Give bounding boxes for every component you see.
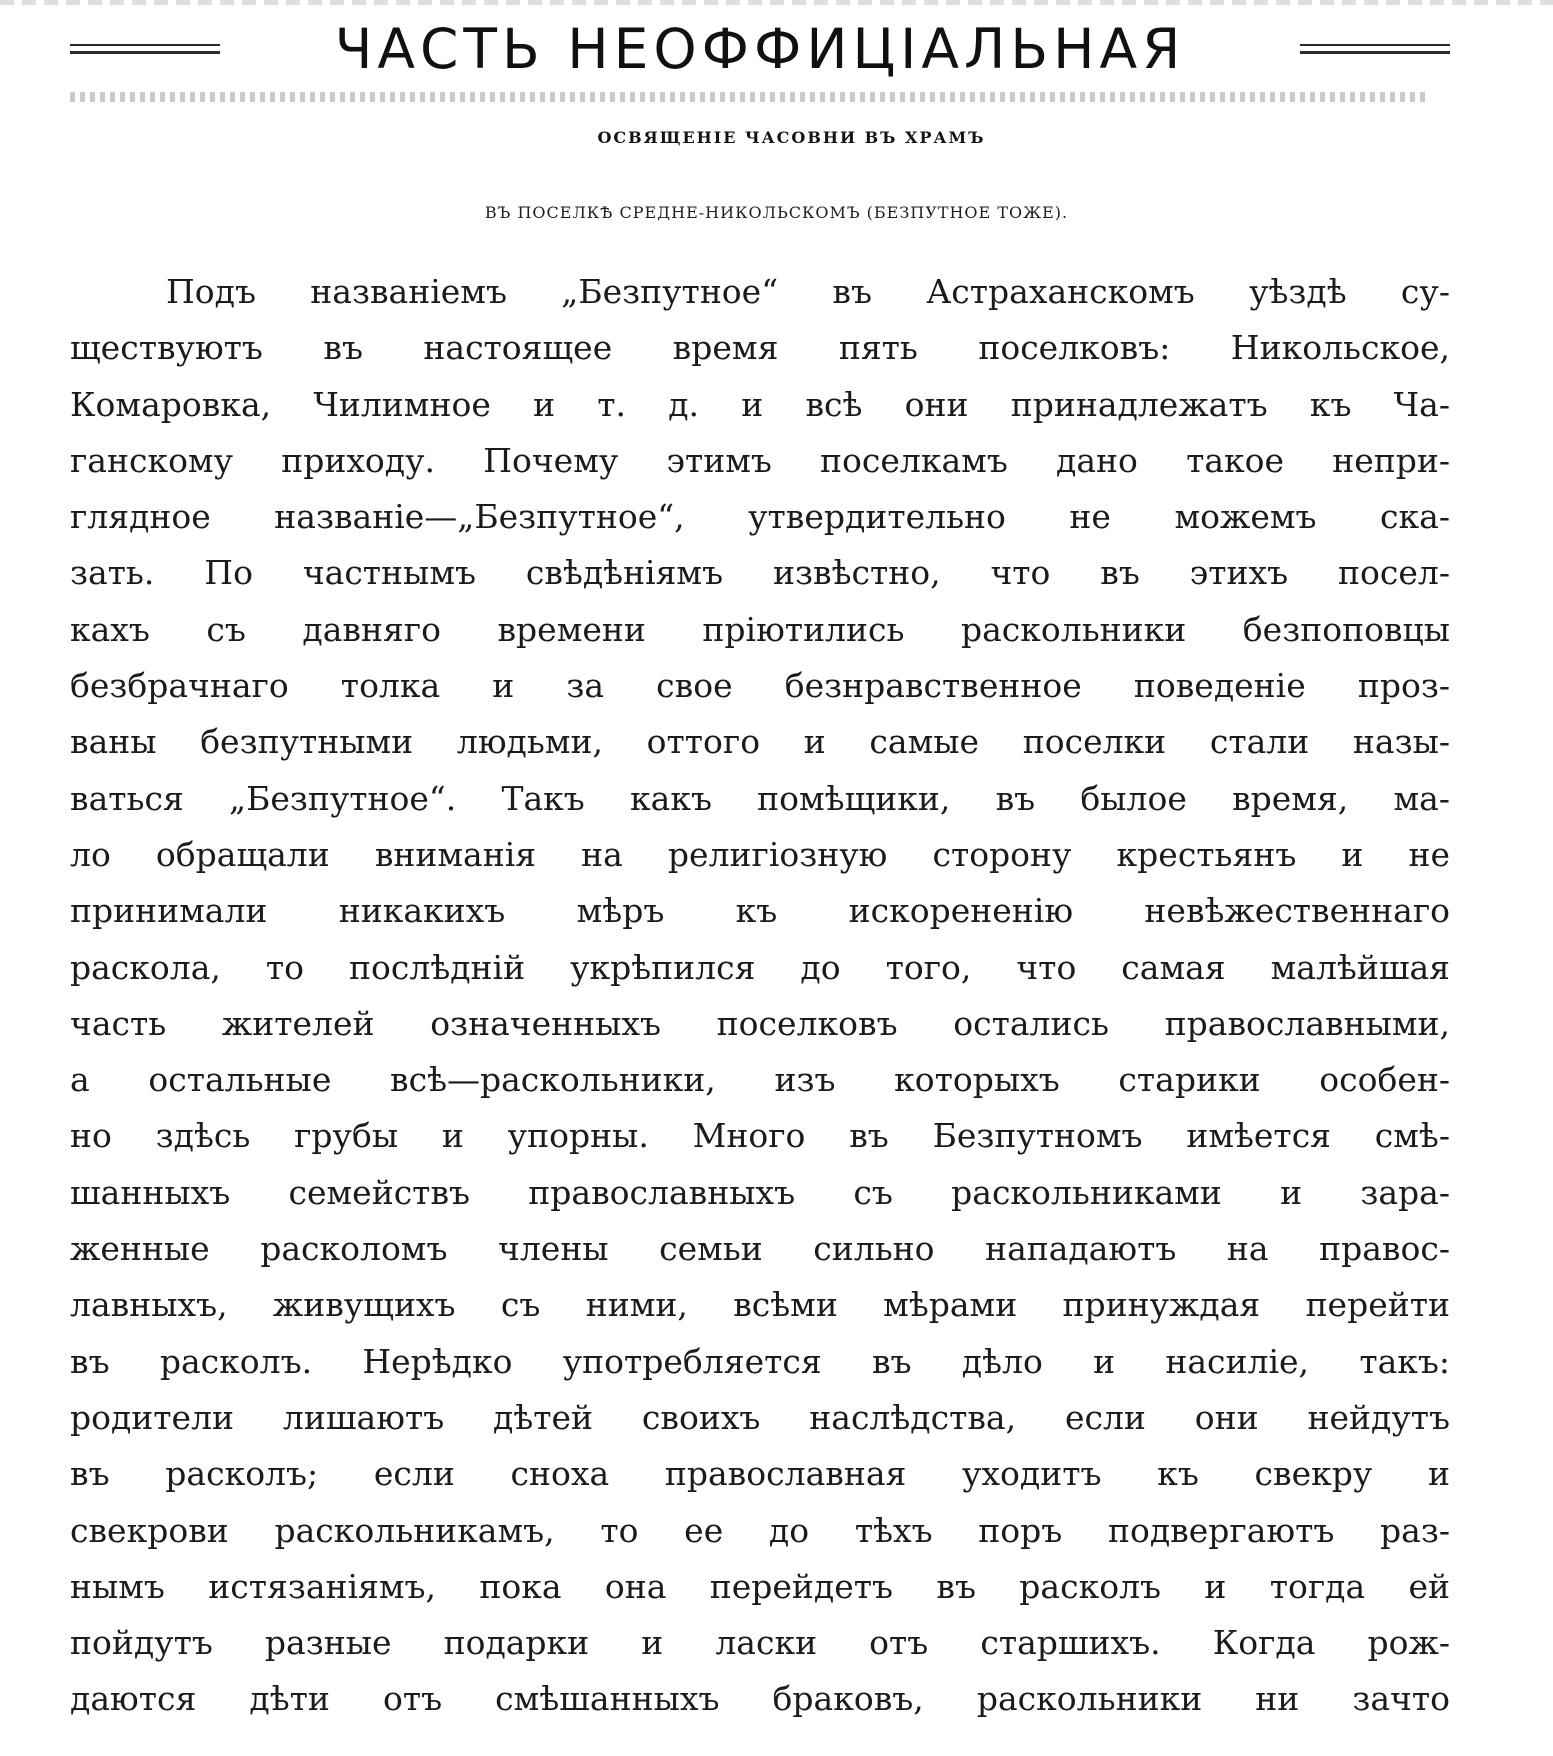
left-rule-ornament bbox=[70, 41, 220, 57]
text-line: Подъ названіемъ „Безпутное“ въ Астраханскомъ уѣздѣ су- bbox=[166, 272, 1450, 311]
text-line: въ расколъ. Нерѣдко употребляется въ дѣло и насиліе, такъ: bbox=[70, 1341, 1450, 1381]
text-line: даются дѣти отъ смѣшанныхъ браковъ, раскольники ни зачто bbox=[70, 1679, 1450, 1719]
text-line: лавныхъ, живущихъ съ ними, всѣми мѣрами принуждая перейти bbox=[70, 1285, 1450, 1325]
section-heading: ЧАСТЬ НЕОФФИЦІАЛЬНАЯ bbox=[334, 17, 1186, 81]
text-line: кахъ съ давняго времени пріютились раскольники безпоповцы bbox=[70, 609, 1450, 649]
text-line: часть жителей означенныхъ поселковъ остались православными, bbox=[70, 1003, 1450, 1043]
text-line: глядное названіе—„Безпутное“, утвердительно не можемъ ска- bbox=[70, 497, 1450, 537]
text-line: раскола, то послѣдній укрѣпился до того, что самая малѣйшая bbox=[70, 947, 1450, 987]
text-line: нымъ истязаніямъ, пока она перейдетъ въ расколъ и тогда ей bbox=[70, 1566, 1450, 1606]
text-line: ганскому приходу. Почему этимъ поселкамъ дано такое непри- bbox=[70, 440, 1450, 480]
text-line: женные расколомъ члены семьи сильно нападаютъ на правос- bbox=[70, 1229, 1450, 1269]
text-line: родители лишаютъ дѣтей своихъ наслѣдства, если они нейдутъ bbox=[70, 1397, 1450, 1437]
text-line: въ расколъ; если сноха православная уходитъ къ свекру и bbox=[70, 1454, 1450, 1494]
text-line: ло обращали вниманія на религіозную сторону крестьянъ и не bbox=[70, 834, 1450, 874]
text-line: принимали никакихъ мѣръ къ искорененію невѣжественнаго bbox=[70, 891, 1450, 931]
text-line: шанныхъ семействъ православныхъ съ раскольниками и зара- bbox=[70, 1172, 1450, 1212]
article-subtitle: ВЪ ПОСЕЛКѢ СРЕДНЕ-НИКОЛЬСКОМЪ (БЕЗПУТНОЕ ТОЖЕ). bbox=[484, 203, 1069, 222]
text-line: свекрови раскольникамъ, то ее до тѣхъ поръ подвергаютъ раз- bbox=[70, 1510, 1450, 1550]
text-line: зать. По частнымъ свѣдѣніямъ извѣстно, что въ этихъ посел- bbox=[70, 553, 1450, 593]
dotted-rule bbox=[70, 92, 1430, 102]
text-line: ваны безпутными людьми, оттого и самые поселки стали назы- bbox=[70, 722, 1450, 762]
top-edge-fragment bbox=[0, 0, 1553, 5]
text-line: Комаровка, Чилимное и т. д. и всѣ они принадлежатъ къ Ча- bbox=[70, 384, 1450, 424]
text-line: но здѣсь грубы и упорны. Много въ Безпутномъ имѣется смѣ- bbox=[70, 1116, 1450, 1156]
text-line: пойдутъ разные подарки и ласки отъ старшихъ. Когда рож- bbox=[70, 1623, 1450, 1663]
text-line: ществуютъ въ настоящее время пять поселковъ: Никольское, bbox=[70, 328, 1450, 368]
article-title: ОСВЯЩЕНІЕ ЧАСОВНИ ВЪ ХРАМЪ bbox=[597, 128, 986, 147]
section-heading-row bbox=[70, 14, 1450, 84]
text-line: а остальные всѣ—раскольники, изъ которыхъ старики особен- bbox=[70, 1060, 1450, 1100]
text-line: ваться „Безпутное“. Такъ какъ помѣщики, въ былое время, ма- bbox=[70, 778, 1450, 818]
article-body bbox=[70, 264, 1450, 1728]
text-line: безбрачнаго толка и за свое безнравственное поведеніе проз- bbox=[70, 666, 1450, 706]
right-rule-ornament bbox=[1300, 41, 1450, 57]
